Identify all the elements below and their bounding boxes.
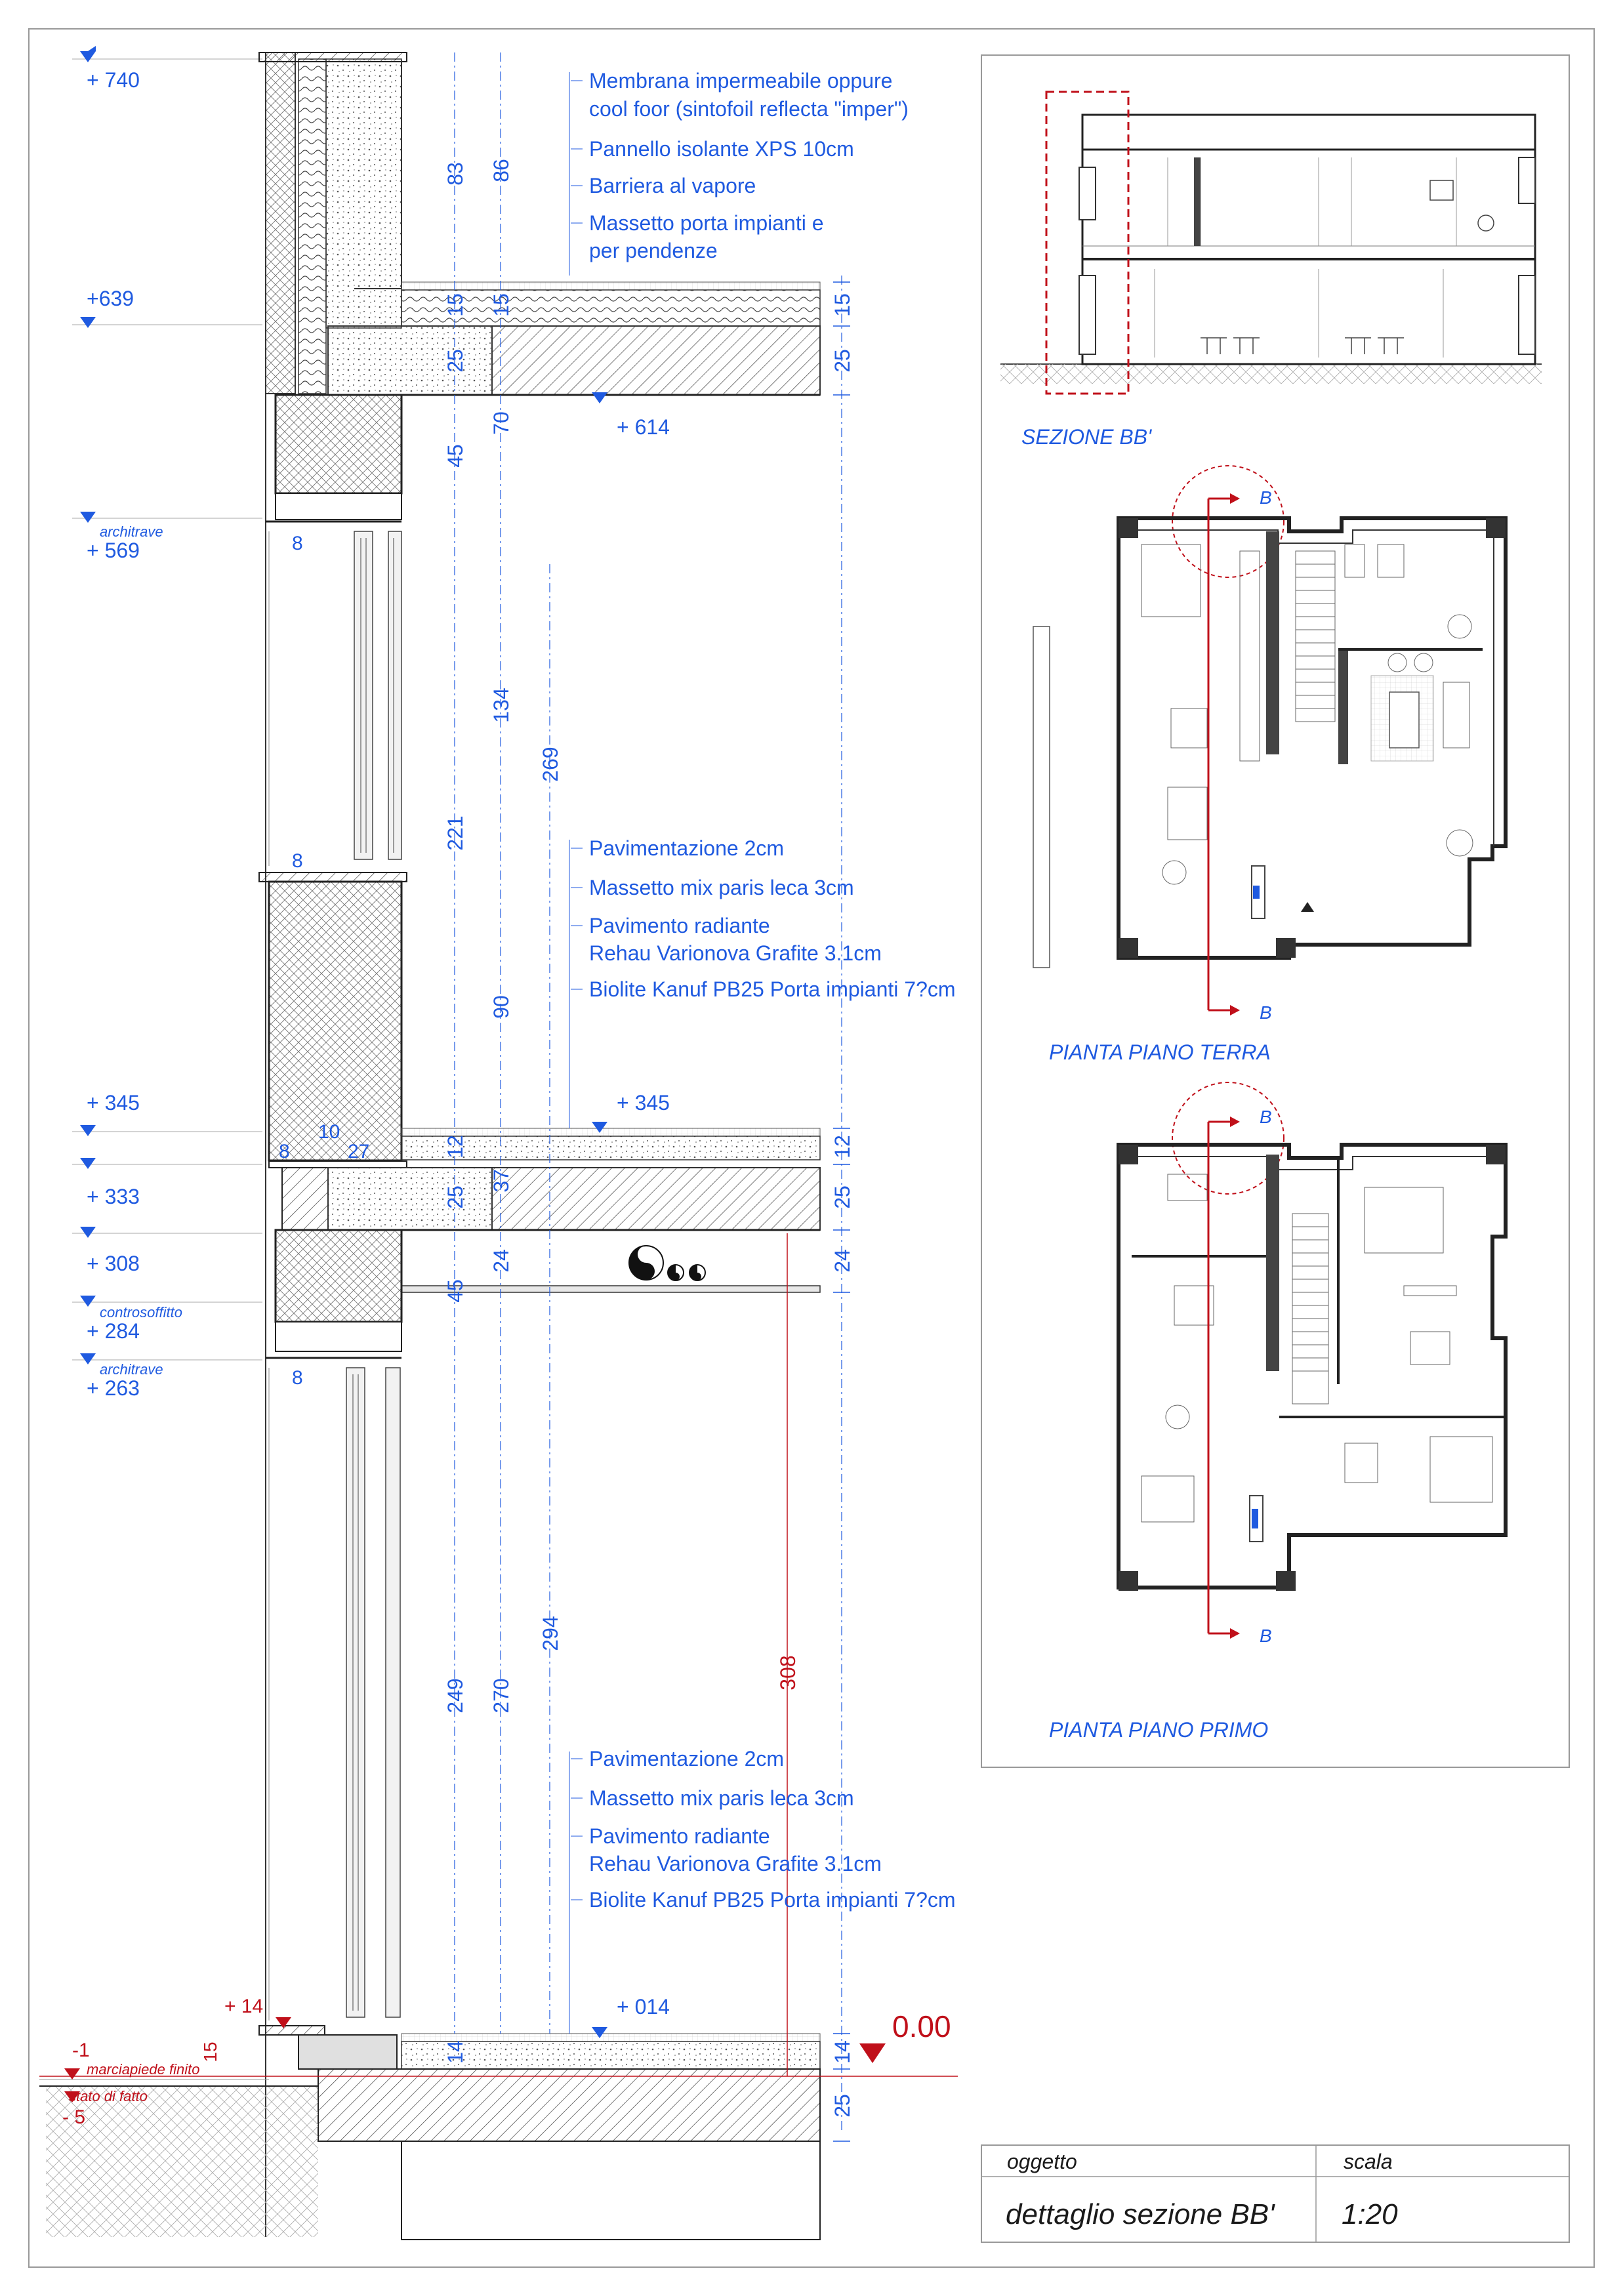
dim-25a: 25 xyxy=(443,349,467,373)
level-569: + 569 xyxy=(87,539,140,562)
dim-90: 90 xyxy=(489,995,513,1019)
dim-86: 86 xyxy=(489,159,513,182)
dim-25br: 25 xyxy=(831,1185,854,1209)
level-284-note: controsoffitto xyxy=(100,1304,182,1321)
dim-269: 269 xyxy=(539,747,562,782)
level-345: + 345 xyxy=(87,1091,140,1115)
level-zero: 0.00 xyxy=(892,2009,951,2043)
ground-cut-mark-top: B xyxy=(1260,487,1272,508)
dim-14r: 14 xyxy=(831,2040,854,2064)
first-cut-mark-bottom: B xyxy=(1260,1626,1272,1646)
dim-294: 294 xyxy=(539,1616,562,1651)
dim-8d: 8 xyxy=(292,1367,303,1389)
dim-70: 70 xyxy=(489,411,513,435)
floor-lower-layer-4: Biolite Kanuf PB25 Porta impianti 7?cm xyxy=(589,1888,956,1912)
ground-floor-plan xyxy=(1033,466,1506,1015)
dim-25b: 25 xyxy=(443,1185,467,1209)
dim-221: 221 xyxy=(443,815,467,851)
level-263-note: architrave xyxy=(100,1361,163,1378)
dim-8c: 8 xyxy=(279,1141,290,1162)
first-floor-label: PIANTA PIANO PRIMO xyxy=(1049,1718,1269,1742)
level-014: + 014 xyxy=(617,1995,670,2019)
level-569-note: architrave xyxy=(100,523,163,540)
floor-upper-layer-2: Massetto mix paris leca 3cm xyxy=(589,876,854,899)
dim-15b: 15 xyxy=(489,293,513,317)
title-object-value: dettaglio sezione BB' xyxy=(1006,2198,1275,2230)
first-floor-plan xyxy=(1119,1082,1506,1639)
roof-layer-3: Barriera al vapore xyxy=(589,174,756,197)
level-614: + 614 xyxy=(617,415,670,439)
dim-8a: 8 xyxy=(292,533,303,554)
title-object-header: oggetto xyxy=(1007,2150,1077,2173)
roof-layer-1b: cool foor (sintofoil reflecta "imper") xyxy=(589,97,909,121)
level-minus5: - 5 xyxy=(62,2106,86,2128)
roof-layer-1: Membrana impermeabile oppure xyxy=(589,69,893,92)
dim-270: 270 xyxy=(489,1678,513,1713)
roof-layer-4b: per pendenze xyxy=(589,239,718,262)
dim-308: 308 xyxy=(776,1655,800,1691)
floor-upper-layer-4: Biolite Kanuf PB25 Porta impianti 7?cm xyxy=(589,977,956,1001)
floor-lower-layer-1: Pavimentazione 2cm xyxy=(589,1747,785,1771)
level-minus1: -1 xyxy=(72,2040,90,2061)
level-minus1-note: marciapiede finito xyxy=(87,2061,200,2078)
dim-37: 37 xyxy=(489,1169,513,1193)
roof-layer-4: Massetto porta impianti e xyxy=(589,211,824,235)
floor-lower-layer-3: Pavimento radiante xyxy=(589,1824,770,1848)
dim-45b: 45 xyxy=(443,1279,467,1303)
dim-24r: 24 xyxy=(831,1249,854,1273)
ground-cut-mark-bottom: B xyxy=(1260,1002,1272,1023)
level-345-inner: + 345 xyxy=(617,1091,670,1115)
roof-layer-2: Pannello isolante XPS 10cm xyxy=(589,137,854,161)
dim-25c: 25 xyxy=(831,2094,854,2118)
dim-15r: 15 xyxy=(831,293,854,317)
ground-floor-label: PIANTA PIANO TERRA xyxy=(1049,1040,1271,1064)
dim-25r: 25 xyxy=(831,349,854,373)
dim-8b: 8 xyxy=(292,850,303,872)
level-minus5-note: stato di fatto xyxy=(69,2088,148,2104)
first-cut-mark-top: B xyxy=(1260,1107,1272,1127)
level-308: + 308 xyxy=(87,1252,140,1275)
level-639: +639 xyxy=(87,287,134,310)
dim-27: 27 xyxy=(348,1141,370,1162)
title-scale-value: 1:20 xyxy=(1342,2198,1398,2230)
dim-12r: 12 xyxy=(831,1135,854,1158)
level-plus14: + 14 xyxy=(224,1996,264,2017)
dim-12: 12 xyxy=(443,1135,467,1158)
level-740: + 740 xyxy=(87,68,140,92)
wall-section-detail xyxy=(39,46,958,2240)
key-plans-frame xyxy=(981,55,1569,1767)
dim-10: 10 xyxy=(318,1121,340,1143)
floor-upper-layer-3b: Rehau Varionova Grafite 3.1cm xyxy=(589,941,882,965)
level-333: + 333 xyxy=(87,1185,140,1208)
level-284: + 284 xyxy=(87,1319,140,1343)
dim-45a: 45 xyxy=(443,444,467,468)
dim-134: 134 xyxy=(489,687,513,723)
section-bb-drawing xyxy=(1000,92,1542,394)
title-scale-header: scala xyxy=(1344,2150,1393,2173)
dim-15a: 15 xyxy=(443,293,467,317)
level-263: + 263 xyxy=(87,1376,140,1400)
dim-249: 249 xyxy=(443,1678,467,1713)
floor-lower-layer-3b: Rehau Varionova Grafite 3.1cm xyxy=(589,1852,882,1876)
level-step15: 15 xyxy=(200,2041,220,2062)
dim-24: 24 xyxy=(489,1249,513,1273)
floor-upper-layer-3: Pavimento radiante xyxy=(589,914,770,937)
section-bb-label: SEZIONE BB' xyxy=(1021,425,1152,449)
dim-83: 83 xyxy=(443,162,467,186)
floor-lower-layer-2: Massetto mix paris leca 3cm xyxy=(589,1786,854,1810)
dim-14: 14 xyxy=(443,2040,467,2064)
fan-symbol xyxy=(629,1246,705,1281)
floor-upper-layer-1: Pavimentazione 2cm xyxy=(589,836,785,860)
